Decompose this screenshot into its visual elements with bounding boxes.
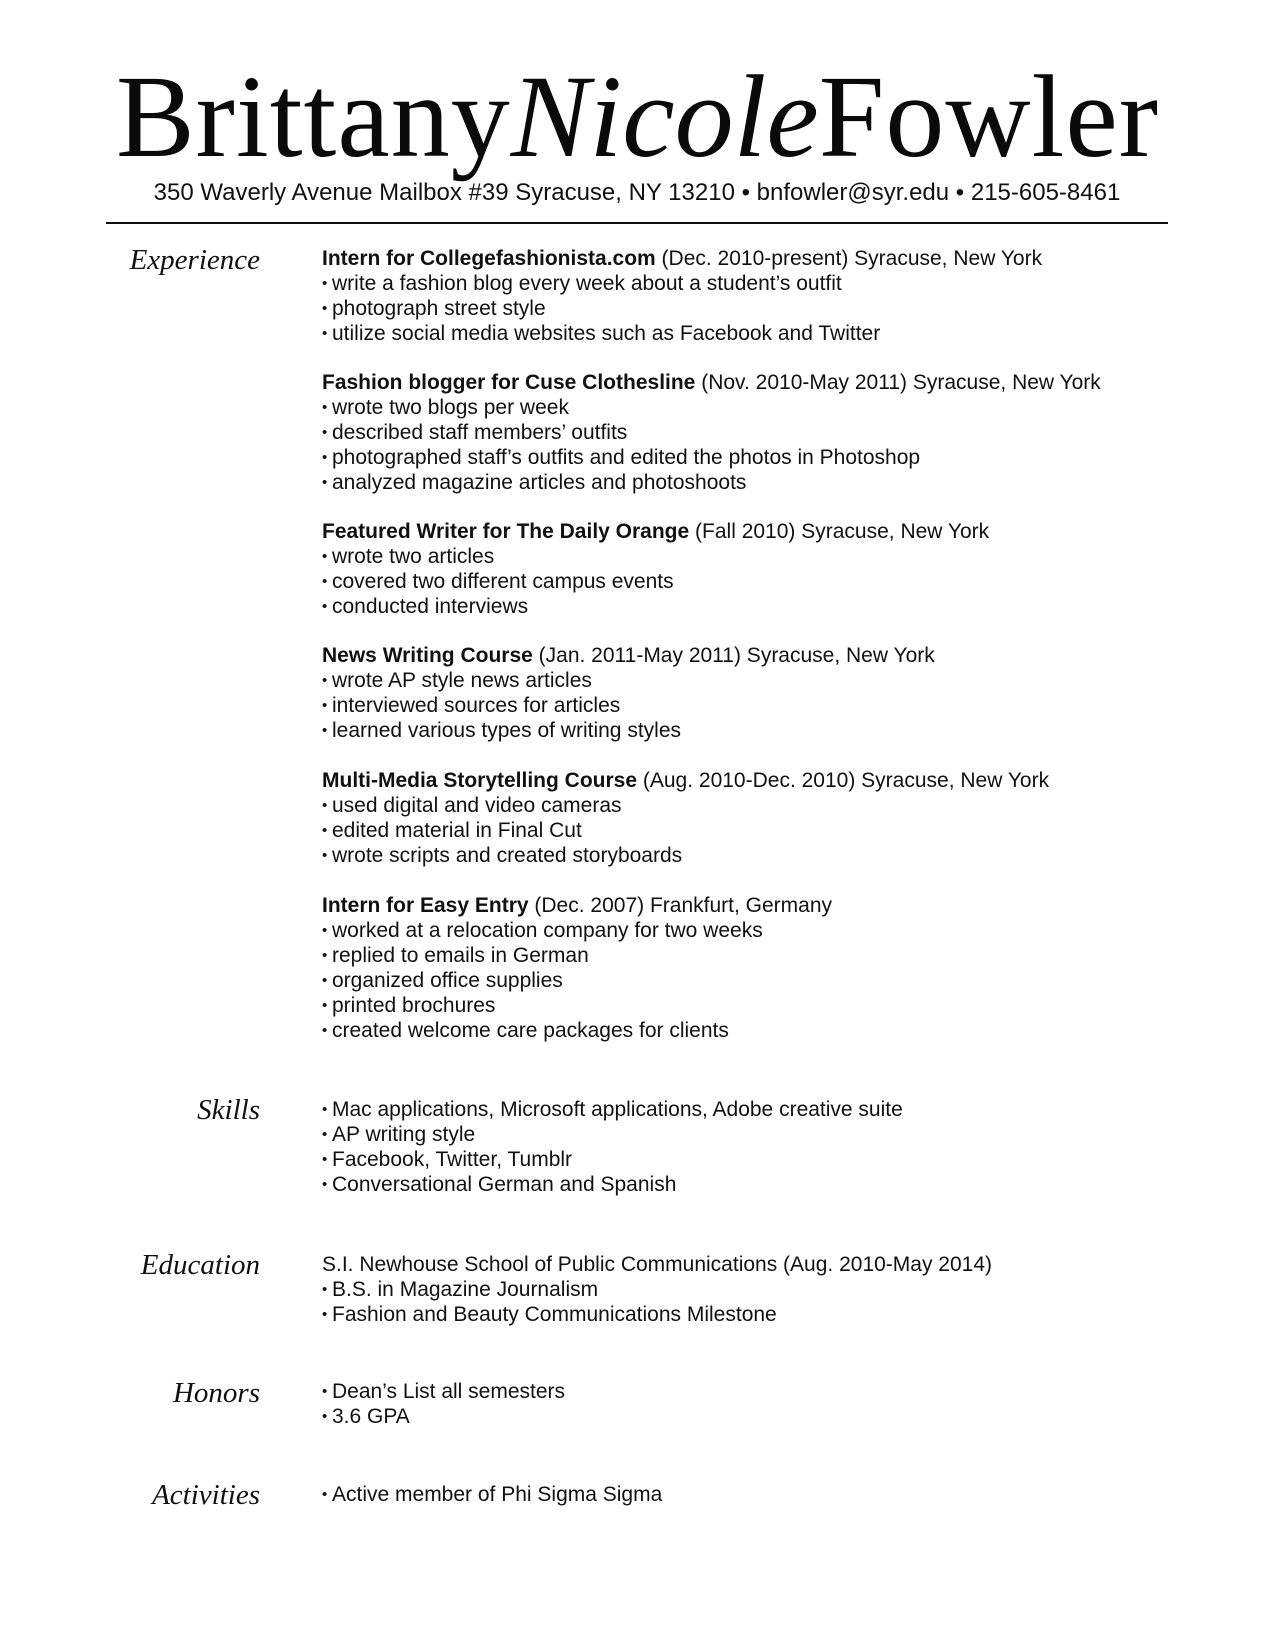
bullet-item: • wrote scripts and created storyboards: [322, 843, 1222, 868]
school-line: S.I. Newhouse School of Public Communications (Aug. 2010-May 2014): [322, 1253, 993, 1276]
contact-line: 350 Waverly Avenue Mailbox #39 Syracuse, NY 13210 • bnfowler@syr.edu • 215-605-8461: [153, 179, 1121, 206]
entry-title: Intern for Collegefashionista.com: [322, 247, 656, 270]
entry-details: (Nov. 2010-May 2011) Syracuse, New York: [695, 371, 1101, 394]
bullet-item: • wrote two blogs per week: [322, 395, 1222, 420]
bullet-item: • created welcome care packages for clients: [322, 1018, 1222, 1043]
bullet-item: • conducted interviews: [322, 594, 1222, 619]
bullet-item: • Mac applications, Microsoft applications, Adobe creative suite: [322, 1097, 1222, 1122]
entry-details: (Dec. 2010-present) Syracuse, New York: [655, 247, 1043, 270]
experience-entry: [322, 768, 1222, 868]
experience-heading: Experience: [129, 244, 260, 276]
experience-entry: [322, 370, 1222, 495]
bullet-item: • organized office supplies: [322, 968, 1222, 993]
bullet-item: • covered two different campus events: [322, 569, 1222, 594]
skills-heading: Skills: [197, 1094, 260, 1126]
bullet-item: • 3.6 GPA: [322, 1404, 1222, 1429]
bullet-item: • used digital and video cameras: [322, 793, 1222, 818]
bullet-item: • interviewed sources for articles: [322, 693, 1222, 718]
bullet-item: • wrote AP style news articles: [322, 668, 1222, 693]
bullet-item: • Conversational German and Spanish: [322, 1172, 1222, 1197]
bullet-item: • described staff members’ outfits: [322, 420, 1222, 445]
experience-entry: [322, 519, 1222, 619]
entry-title: Intern for Easy Entry: [322, 894, 529, 917]
entry-details: (Jan. 2011-May 2011) Syracuse, New York: [532, 644, 935, 667]
entry-title: News Writing Course: [322, 644, 533, 667]
bullet-item: • Fashion and Beauty Communications Milestone: [322, 1302, 1222, 1327]
experience-entry: [322, 246, 1222, 346]
entry-title: Featured Writer for The Daily Orange: [322, 520, 690, 543]
bullet-item: • replied to emails in German: [322, 943, 1222, 968]
bullet-item: • learned various types of writing styles: [322, 718, 1222, 743]
bullet-item: • edited material in Final Cut: [322, 818, 1222, 843]
bullet-item: • photograph street style: [322, 296, 1222, 321]
bullet-item: • Active member of Phi Sigma Sigma: [322, 1482, 1222, 1507]
experience-entry: [322, 893, 1222, 1043]
bullet-item: • analyzed magazine articles and photoshoots: [322, 470, 1222, 495]
education-heading: Education: [140, 1249, 260, 1281]
education-block: [322, 1252, 1222, 1327]
middle-name: Nicole: [510, 51, 819, 182]
bullet-item: • write a fashion blog every week about a student’s outfit: [322, 271, 1222, 296]
header-divider: [106, 222, 1168, 224]
bullet-item: • Facebook, Twitter, Tumblr: [322, 1147, 1222, 1172]
name-header: [0, 52, 1275, 182]
honors-heading: Honors: [172, 1377, 260, 1409]
activities-list: [322, 1482, 1222, 1507]
experience-entry: [322, 643, 1222, 743]
entry-title: Multi-Media Storytelling Course: [322, 769, 638, 792]
bullet-item: • utilize social media websites such as Facebook and Twitter: [322, 321, 1222, 346]
first-name: Brittany: [115, 51, 511, 182]
last-name: Fowler: [818, 51, 1160, 182]
bullet-item: • AP writing style: [322, 1122, 1222, 1147]
bullet-item: • Dean’s List all semesters: [322, 1379, 1222, 1404]
bullet-item: • B.S. in Magazine Journalism: [322, 1277, 1222, 1302]
bullet-item: • wrote two articles: [322, 544, 1222, 569]
bullet-item: • photographed staff’s outfits and edited the photos in Photoshop: [322, 445, 1222, 470]
activities-heading: Activities: [152, 1479, 260, 1511]
entry-details: (Dec. 2007) Frankfurt, Germany: [528, 894, 832, 917]
bullet-item: • printed brochures: [322, 993, 1222, 1018]
entry-title: Fashion blogger for Cuse Clothesline: [322, 371, 696, 394]
bullet-item: • worked at a relocation company for two weeks: [322, 918, 1222, 943]
honors-list: [322, 1379, 1222, 1429]
entry-details: (Fall 2010) Syracuse, New York: [689, 520, 990, 543]
skills-list: [322, 1097, 1222, 1197]
entry-details: (Aug. 2010-Dec. 2010) Syracuse, New York: [637, 769, 1050, 792]
